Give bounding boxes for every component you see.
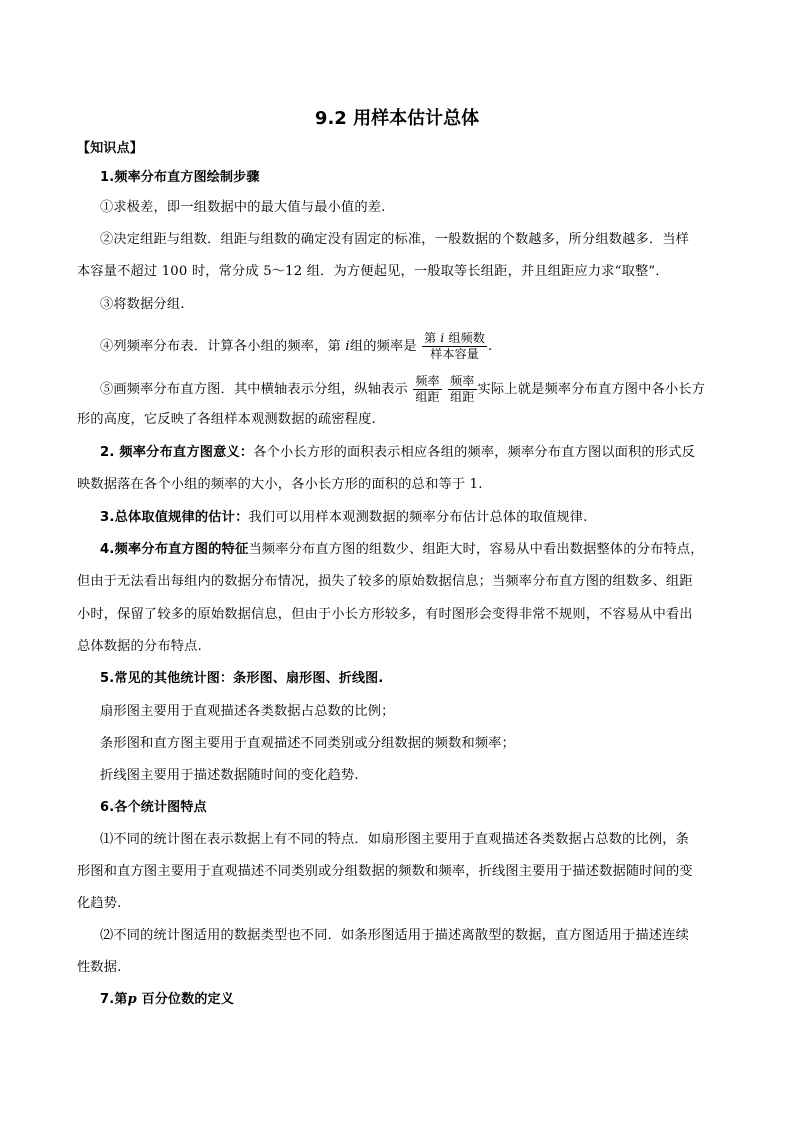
s1-step1: ①求极差，即一组数据中的最大值与最小值的差. <box>100 200 386 215</box>
s4-text-d: 总体数据的分布特点. <box>77 639 202 654</box>
s1-step4-end: . <box>488 339 493 354</box>
s7-heading-post: 百分位数的定义 <box>141 992 235 1007</box>
frequency-per-width-fraction-2 <box>448 374 476 405</box>
section-4-heading: 4.频率分布直方图的特征 <box>100 542 249 557</box>
s1-step5-b: 形的高度，它反映了各组样本观测数据的疏密程度. <box>77 412 376 427</box>
s7-heading-var: p <box>127 992 137 1007</box>
section-2-heading: 2. 频率分布直方图意义： <box>100 445 254 460</box>
section-5-heading: 5.常见的其他统计图：条形图、扇形图、折线图. <box>100 671 384 686</box>
section-1-heading: 1.频率分布直方图绘制步骤 <box>100 170 260 185</box>
fraction-denominator: 组距 <box>450 390 475 404</box>
fraction-numerator: 第 i 组频数 <box>424 331 486 345</box>
section-3 <box>100 508 720 528</box>
fraction-numerator: 频率 <box>450 374 475 388</box>
s5-line3: 折线图主要用于描述数据随时间的变化趋势. <box>100 768 359 783</box>
s6-p2-b: 性数据. <box>77 960 122 975</box>
page-title: 9.2 用样本估计总体 <box>314 108 480 129</box>
s1-step2-b: 本容量不超过 100 时，常分成 5～12 组．为方便起见，一般取等长组距，并且组距应力求“取整”． <box>77 264 669 279</box>
s1-step2-a: ②决定组距与组数．组距与组数的确定没有固定的标准，一般数据的个数越多，所分组数越多．当样 <box>100 232 690 247</box>
s5-line1: 扇形图主要用于直观描述各类数据占总数的比例； <box>100 704 395 719</box>
section-4 <box>100 540 720 560</box>
frequency-per-width-fraction-1 <box>413 374 441 405</box>
section-2 <box>100 443 720 463</box>
group-frequency-fraction <box>422 331 487 362</box>
s6-p2-a: ⑵不同的统计图适用的数据类型也不同．如条形图适用于描述离散型的数据，直方图适用于描述连续 <box>100 928 690 943</box>
s2-text-a: 各个小长方形的面积表示相应各组的频率，频率分布直方图以面积的形式反 <box>253 445 696 460</box>
s1-step5-post: 实际上就是频率分布直方图中各小长方 <box>477 382 706 397</box>
s4-text-b: 但由于无法看出每组内的数据分布情况，损失了较多的原始数据信息；当频率分布直方图的组数多、组距 <box>77 574 693 589</box>
s1-step4-mid: 组的频率是 <box>349 339 417 354</box>
s1-step4-var: i <box>345 339 350 354</box>
section-3-heading: 3.总体取值规律的估计： <box>100 510 249 525</box>
fraction-denominator: 样本容量 <box>430 347 479 361</box>
s1-step4-pre: ④列频率分布表．计算各小组的频率，第 <box>100 339 341 354</box>
s6-p1-a: ⑴不同的统计图在表示数据上有不同的特点．如扇形图主要用于直观描述各类数据占总数的比例，条 <box>100 832 690 847</box>
s7-heading-pre: 7.第 <box>100 992 128 1007</box>
s2-text-b: 映数据落在各个小组的频率的大小，各小长方形的面积的总和等于 1. <box>77 477 483 492</box>
s3-text: 我们可以用样本观测数据的频率分布估计总体的取值规律. <box>248 510 588 525</box>
knowledge-tag: 【知识点】 <box>77 141 144 156</box>
s1-step5-pre: ⑤画频率分布直方图．其中横轴表示分组，纵轴表示 <box>100 382 408 397</box>
s4-text-c: 小时，保留了较多的原始数据信息，但由于小长方形较多，有时图形会变得非常不规则，不容易从中看出 <box>77 607 693 622</box>
s1-step3: ③将数据分组. <box>100 297 185 312</box>
s1-step4 <box>100 331 720 362</box>
fraction-numerator: 频率 <box>415 374 440 388</box>
s4-text-a: 当频率分布直方图的组数少、组距大时，容易从中看出数据整体的分布特点， <box>248 542 704 557</box>
s6-p1-b: 形图和直方图主要用于直观描述不同类别或分组数据的频数和频率，折线图主要用于描述数据随时间的变 <box>77 864 693 879</box>
s1-step5 <box>100 374 720 405</box>
fraction-denominator: 组距 <box>415 390 440 404</box>
section-7-heading <box>100 990 720 1010</box>
s5-line2: 条形图和直方图主要用于直观描述不同类别或分组数据的频数和频率； <box>100 736 516 751</box>
s6-p1-c: 化趋势. <box>77 896 122 911</box>
section-6-heading: 6.各个统计图特点 <box>100 800 207 815</box>
